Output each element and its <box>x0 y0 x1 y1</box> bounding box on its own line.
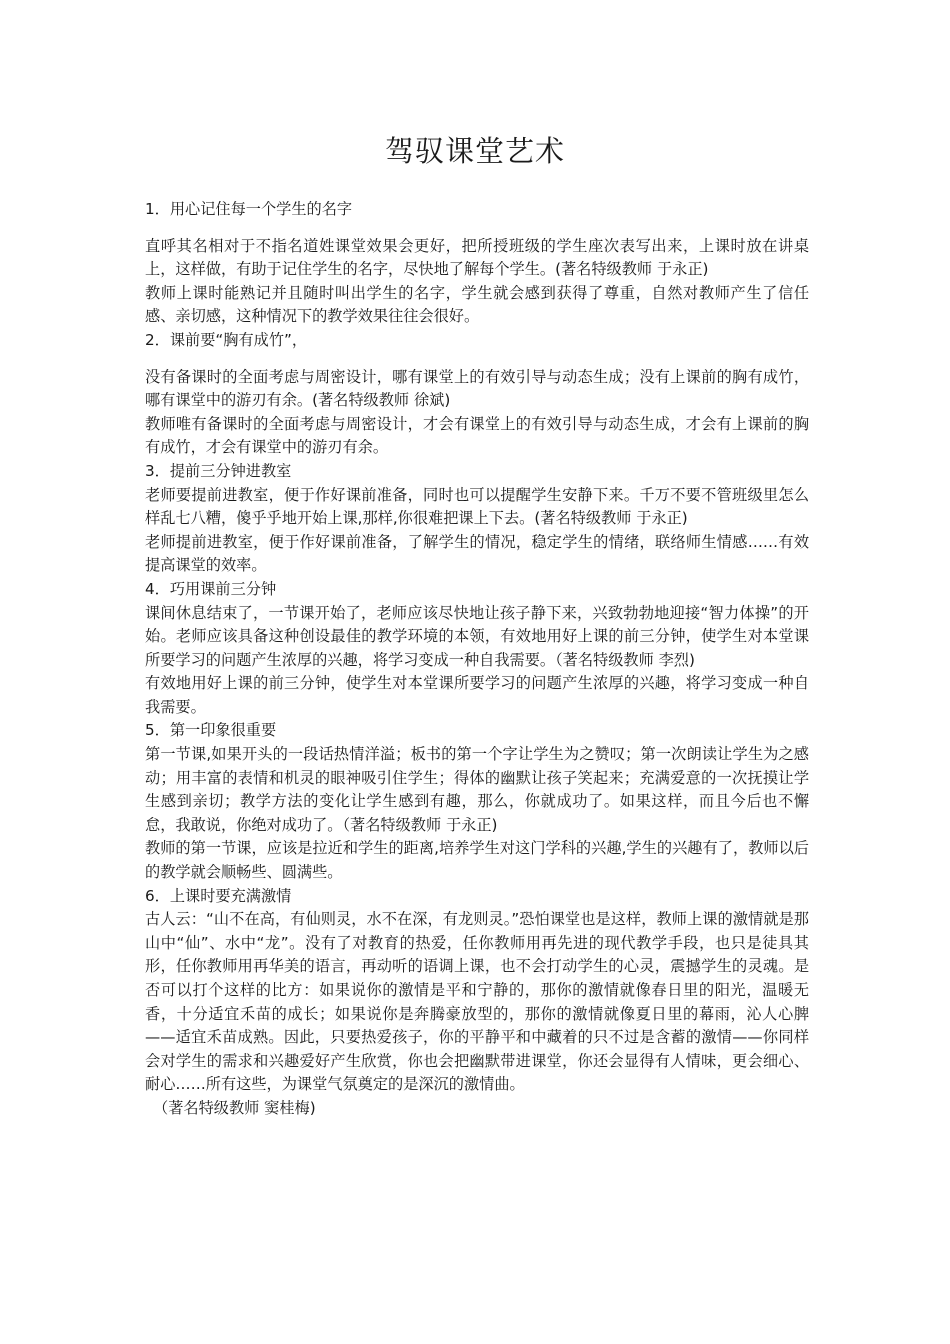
section-heading: 6．上课时要充满激情 <box>145 886 292 905</box>
section-commentary: 教师唯有备课时的全面考虑与周密设计，才会有课堂上的有效引导与动态生成，才会有上课前的胸有成竹，才会有课堂中的游刃有余。 <box>145 414 809 457</box>
section-heading: 2．课前要“胸有成竹”， <box>145 330 308 349</box>
section-quote: 老师要提前进教室，便于作好课前准备，同时也可以提醒学生安静下来。千万不要不管班级里怎么样乱七八糟，傻乎乎地开始上课,那样,你很难把课上下去。(著名特级教师 于永正) <box>145 485 809 528</box>
section-heading: 1．用心记住每一个学生的名字 <box>145 200 353 218</box>
document-title: 驾驭课堂艺术 <box>384 134 565 168</box>
section-heading: 3．提前三分钟进教室 <box>145 461 292 480</box>
section-attribution: （著名特级教师 窦桂梅) <box>153 1098 316 1117</box>
section-heading: 4．巧用课前三分钟 <box>145 579 277 598</box>
section-quote: 古人云：“山不在高，有仙则灵，水不在深，有龙则灵。”恐怕课堂也是这样，教师上课的激情就是那山中“仙”、水中“龙”。没有了对教育的热爱，任你教师用再先进的现代教学手段，也只是徒具其形，任你教师用再华美的语言，再动听的语调上课，也不会打动学生的心灵，震撼学生的灵魂。是否可以打个这样的比方：如果说你的激情是平和宁静的，那你的激情就像春日里的阳光，温暖无香，十分适宜禾苗的成长；如果说你是奔腾豪放型的，那你的激情就像夏日里的幕雨，沁人心脾——适宜禾苗成熟。因此，只要热爱孩子，你的平静平和中藏着的只不过是含蓄的激情——你同样会对学生的需求和兴趣爱好产生欣赏，你也会把幽默带进课堂，你还会显得有人情味，更会细心、耐心……所有这些，为课堂气氛奠定的是深沉的激情曲。 <box>145 910 809 1094</box>
section-quote: 课间休息结束了，一节课开始了，老师应该尽快地让孩子静下来，兴致勃勃地迎接“智力体操”的开始。老师应该具备这种创设最佳的教学环境的本领，有效地用好上课的前三分钟，使学生对本堂课所要学习的问题产生浓厚的兴趣，将学习变成一种自我需要。（著名特级教师 李烈) <box>145 603 809 669</box>
section-quote: 没有备课时的全面考虑与周密设计，哪有课堂上的有效引导与动态生成；没有上课前的胸有成竹，哪有课堂中的游刃有余。(著名特级教师 徐斌) <box>145 367 809 410</box>
section-commentary: 老师提前进教室，便于作好课前准备，了解学生的情况，稳定学生的情绪，联络师生情感……有效提高课堂的效率。 <box>145 532 809 575</box>
section-quote: 直呼其名相对于不指名道姓课堂效果会更好，把所授班级的学生座次表写出来，上课时放在讲桌上，这样做，有助于记住学生的名字，尽快地了解每个学生。(著名特级教师 于永正) <box>145 236 809 279</box>
document-body <box>145 198 809 1121</box>
section-commentary: 教师的第一节课，应该是拉近和学生的距离,培养学生对这门学科的兴趣,学生的兴趣有了，教师以后的教学就会顺畅些、圆满些。 <box>145 839 809 882</box>
section-quote: 第一节课,如果开头的一段话热情洋溢；板书的第一个字让学生为之赞叹；第一次朗读让学生为之感动；用丰富的表情和机灵的眼神吸引住学生；得体的幽默让孩子笑起来；充满爱意的一次抚摸让学生感到亲切；教学方法的变化让学生感到有趣，那么，你就成功了。如果这样，而且今后也不懈怠，我敢说，你绝对成功了。（著名特级教师 于永正) <box>145 745 809 834</box>
section-heading: 5．第一印象很重要 <box>145 721 277 740</box>
section-commentary: 教师上课时能熟记并且随时叫出学生的名字，学生就会感到获得了尊重，自然对教师产生了信任感、亲切感，这种情况下的教学效果往往会很好。 <box>145 283 809 326</box>
section-commentary: 有效地用好上课的前三分钟，使学生对本堂课所要学习的问题产生浓厚的兴趣，将学习变成一种自我需要。 <box>145 674 809 716</box>
